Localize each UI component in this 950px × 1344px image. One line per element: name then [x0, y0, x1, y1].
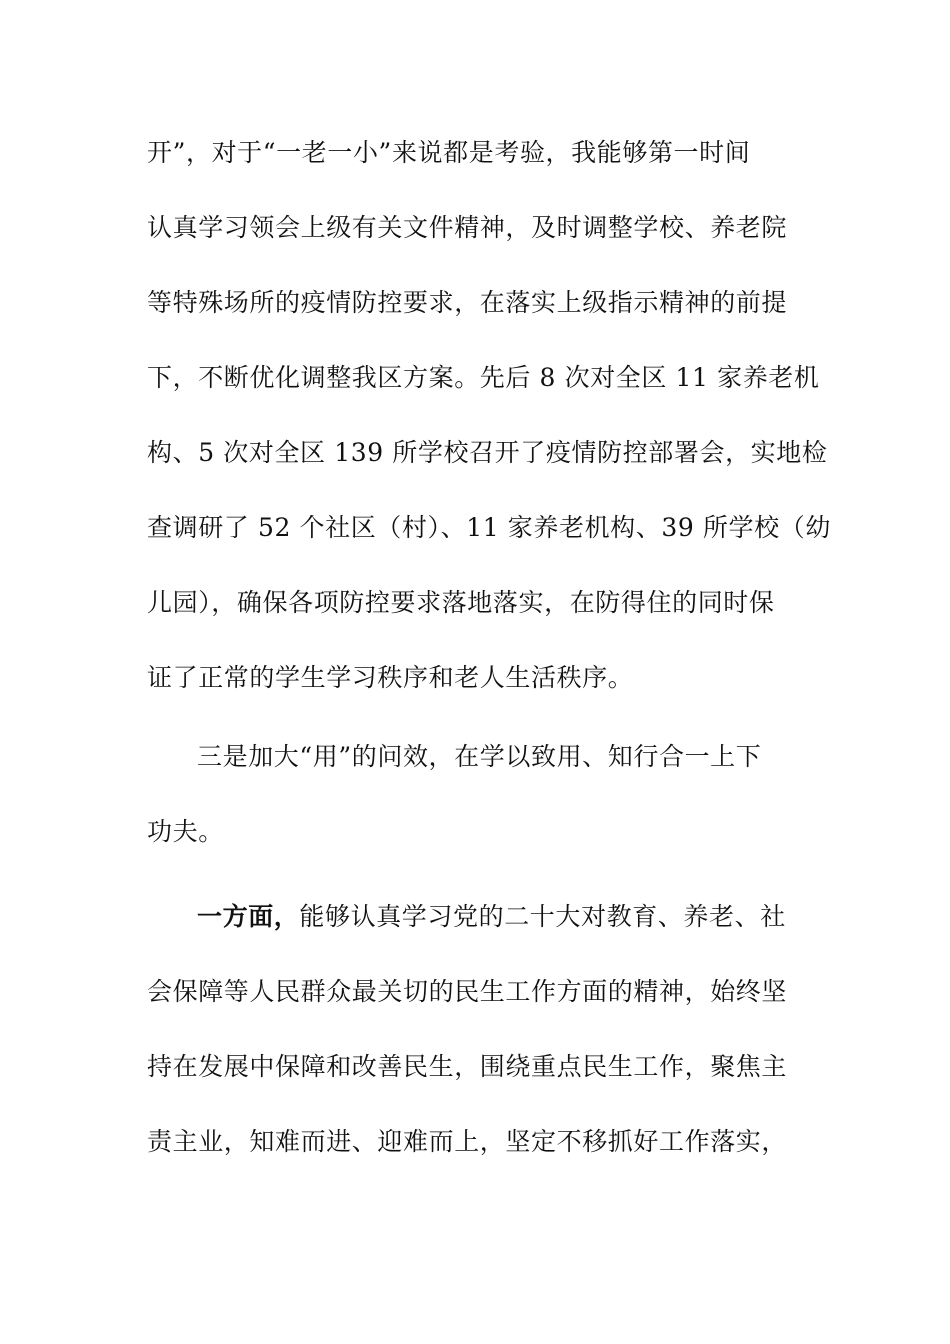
paragraph-line-rest: 能够认真学习党的二十大对教育、养老、社 [299, 902, 786, 931]
paragraph-line: 证了正常的学生学习秩序和老人生活秩序。 [147, 663, 634, 692]
paragraph-line: 功夫。 [147, 817, 224, 846]
paragraph-line: 开”，对于“一老一小”来说都是考验，我能够第一时间 [147, 138, 751, 167]
paragraph-line: 查调研了 52 个社区（村）、11 家养老机构、39 所学校（幼 [147, 513, 831, 542]
paragraph-line: 持在发展中保障和改善民生，围绕重点民生工作，聚焦主 [147, 1052, 788, 1081]
paragraph-line [197, 897, 807, 937]
paragraph-line: 三是加大“用”的问效，在学以致用、知行合一上下 [197, 742, 762, 771]
paragraph-line: 下，不断优化调整我区方案。先后 8 次对全区 11 家养老机 [147, 363, 820, 392]
paragraph-line: 认真学习领会上级有关文件精神，及时调整学校、养老院 [147, 213, 788, 242]
paragraph-line: 儿园），确保各项防控要求落地落实，在防得住的同时保 [147, 588, 775, 617]
paragraph-line: 等特殊场所的疫情防控要求，在落实上级指示精神的前提 [147, 288, 788, 317]
paragraph-lead: 一方面， [197, 902, 300, 931]
paragraph-line: 构、5 次对全区 139 所学校召开了疫情防控部署会，实地检 [147, 438, 828, 467]
paragraph-line: 会保障等人民群众最关切的民生工作方面的精神，始终坚 [147, 977, 788, 1006]
paragraph-line: 责主业，知难而进、迎难而上，坚定不移抓好工作落实， [147, 1127, 788, 1156]
